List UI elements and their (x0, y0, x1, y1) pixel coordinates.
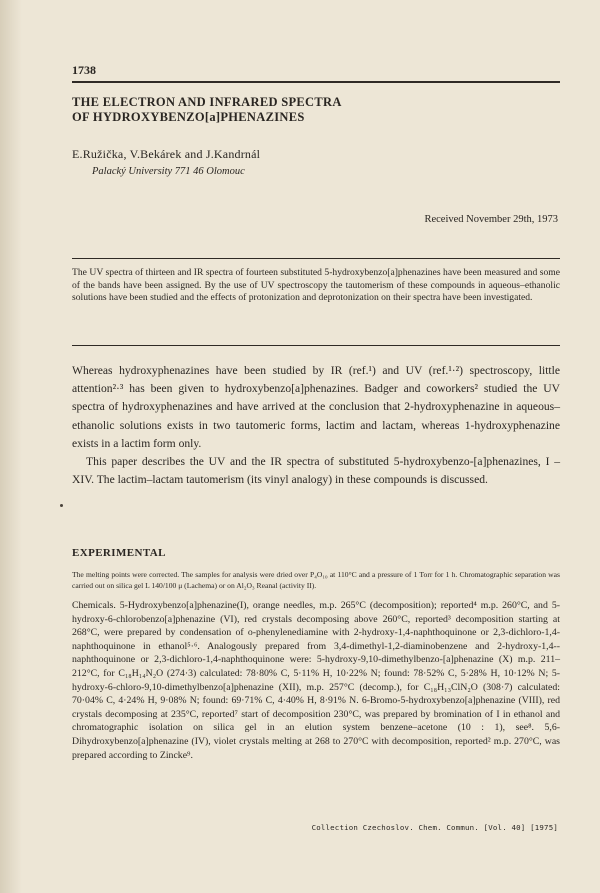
page-edge-shadow (0, 0, 22, 893)
journal-footer: Collection Czechoslov. Chem. Commun. [Vol. 40] [1975] (311, 823, 558, 832)
abstract-top-rule (72, 258, 560, 259)
title-line-2: OF HYDROXYBENZO[a]PHENAZINES (72, 110, 305, 124)
article-title (72, 95, 532, 125)
affiliation: Palacký University 771 46 Olomouc (92, 166, 245, 177)
authors: E.Ružička, V.Bekárek and J.Kandrnál (72, 147, 261, 161)
title-line-1: THE ELECTRON AND INFRARED SPECTRA (72, 95, 342, 109)
experimental-note: The melting points were corrected. The samples for analysis were dried over P₄O₁₀ at 110°C and a pressure of 1 Torr for 1 h. Chromatographic separation was carried out on silica gel L 140/100 μ (Lachema) or on Al₂O₃ Reanal (activity II). (72, 570, 560, 590)
chemicals-paragraph: Chemicals. 5-Hydroxybenzo[a]phenazine(I), orange needles, m.p. 265°C (decomposition); reported⁴ m.p. 260°C, and 5-hydroxy-6-chlorobenzo[a]phenazine (VI), red crystals decomposing above 260°C, reported³ decomposition starting at 268°C, were prepared by condensation of o-phenylenediamine with 2-hydroxy-1,4-naphthoquinone or 2,3-dichloro-1,4-naphthoquinone in ethanol⁵·⁶. Analogously prepared from 3,4-dimethyl-1,2-diaminobenzene and 2-hydroxy-1,4--naphthoquinone or 2,3-dichloro-1,4-naphthoquinone were: 5-hydroxy-9,10-dimethylbenzo-[a]phenazine (X) m.p. 211–212°C, for C₁₈H₁₄N₂O (274·3) calculated: 78·80% C, 5·11% H, 10·22% N; found: 78·52% C, 5·28% H, 10·12% N; 5-hydroxy-6-chloro-9,10-dimethylbenzo[a]phenazine (XII), m.p. 257°C (decomp.), for C₁₈H₁₃ClN₂O (308·7) calculated: 70·04% C, 4·24% H, 9·08% N; found: 69·71% C, 4·40% H, 8·91% N. 6-Bromo-5-hydroxybenzo[a]phenazine (VIII), red crystals decomposing at 235°C, reported⁷ start of decomposition 230°C, was prepared by bromination of I in ethanol and chromatographic isolation on silica gel in an elution system benzene–acetone (10 : 1), see⁸. 5,6-Dihydroxybenzo[a]phenazine (IV), violet crystals melting at 268 to 270°C with decomposition, reported² m.p. 270°C, was prepared according to Zincke⁹. (72, 600, 560, 761)
intro-paragraph-1: Whereas hydroxyphenazines have been studied by IR (ref.¹) and UV (ref.¹·²) spectroscopy, little attention²·³ has been given to hydroxybenzo[a]phenazines. Badger and coworkers² studied the UV spectra of hydroxyphenazines and have arrived at the conclusion that 2-hydroxyphenazine in aqueous–ethanolic solutions exists in two tautomeric forms, lactim and lactam, whereas 1-hydroxyphenazine exists in a lactim form only. (72, 364, 560, 450)
page-number: 1738 (72, 63, 96, 77)
abstract: The UV spectra of thirteen and IR spectra of fourteen substituted 5-hydroxybenzo[a]phenazines have been measured and some of the bands have been assigned. By the use of UV spectroscopy the tautomerism of these compounds in aqueous–ethanolic solutions have been studied and the effects of protonization and deprotonization on their spectra have been investigated. (72, 267, 560, 304)
received-date: Received November 29th, 1973 (424, 214, 558, 225)
introduction (72, 362, 560, 489)
intro-paragraph-2: This paper describes the UV and the IR spectra of substituted 5-hydroxybenzo-[a]phenazines, I – XIV. The lactim–lactam tautomerism (its vinyl analogy) in these compounds is discussed. (72, 455, 560, 487)
margin-mark (60, 504, 63, 507)
abstract-bottom-rule (72, 345, 560, 346)
section-heading-experimental: EXPERIMENTAL (72, 547, 166, 559)
header-rule (72, 81, 560, 83)
